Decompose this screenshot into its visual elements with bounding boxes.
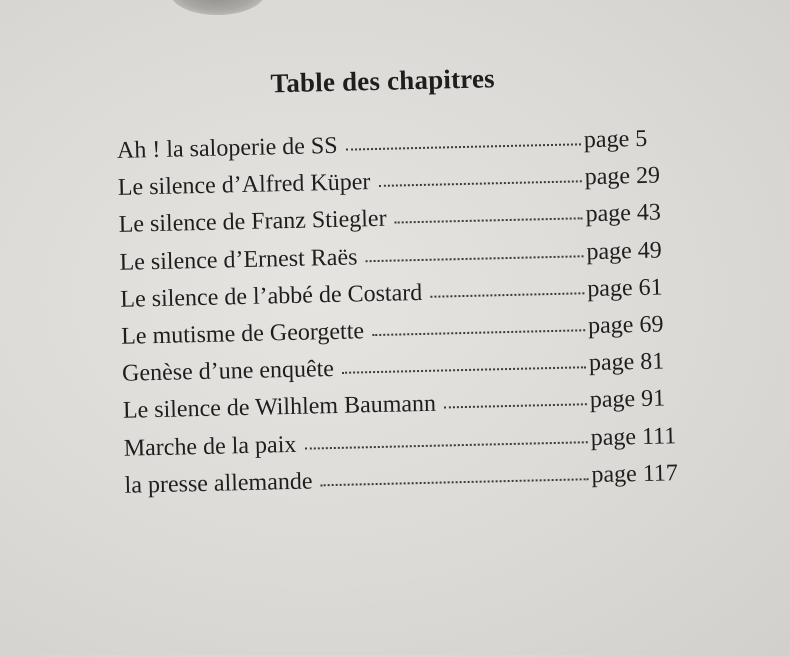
toc-entry-page: page 29 bbox=[584, 162, 661, 191]
toc-entry-title: Le silence de Wilhlem Baumann bbox=[122, 390, 437, 425]
dot-leader bbox=[365, 252, 583, 262]
toc-entry-page: page 49 bbox=[586, 237, 663, 265]
dot-leader bbox=[378, 177, 581, 187]
dot-leader bbox=[342, 363, 586, 374]
toc-entry-page: page 61 bbox=[586, 274, 663, 302]
dot-leader bbox=[304, 438, 587, 449]
toc-entry-title: Le silence d’Ernest Raës bbox=[119, 243, 358, 276]
toc-entry-title: Marche de la paix bbox=[123, 431, 297, 462]
toc-entry-page: page 111 bbox=[590, 422, 677, 451]
toc-entry-page: page 81 bbox=[588, 348, 665, 377]
table-of-contents bbox=[117, 125, 680, 509]
dot-leader bbox=[372, 326, 585, 336]
toc-entry-page: page 43 bbox=[585, 199, 662, 228]
toc-entry-title: la presse allemande bbox=[124, 468, 313, 499]
toc-entry-page: page 69 bbox=[587, 311, 664, 340]
toc-entry-page: page 91 bbox=[589, 385, 666, 414]
dot-leader bbox=[346, 140, 581, 150]
dot-leader bbox=[430, 289, 584, 297]
toc-entry-title: Genèse d’une enquête bbox=[121, 356, 335, 387]
toc-entry-page: page 5 bbox=[583, 125, 648, 154]
dot-leader bbox=[395, 215, 583, 224]
toc-entry-title: Le silence de Franz Stiegler bbox=[118, 206, 387, 239]
toc-entry-title: Le mutisme de Georgette bbox=[120, 318, 365, 350]
dot-leader bbox=[320, 475, 588, 486]
toc-entry-title: Le silence d’Alfred Küper bbox=[117, 169, 371, 202]
page-title: Table des chapitres bbox=[270, 63, 496, 99]
toc-entry-page: page 117 bbox=[591, 459, 679, 488]
toc-entry-title: Le silence de l’abbé de Costard bbox=[120, 279, 423, 313]
toc-entry-title: Ah ! la saloperie de SS bbox=[116, 132, 338, 164]
dot-leader bbox=[444, 401, 587, 409]
